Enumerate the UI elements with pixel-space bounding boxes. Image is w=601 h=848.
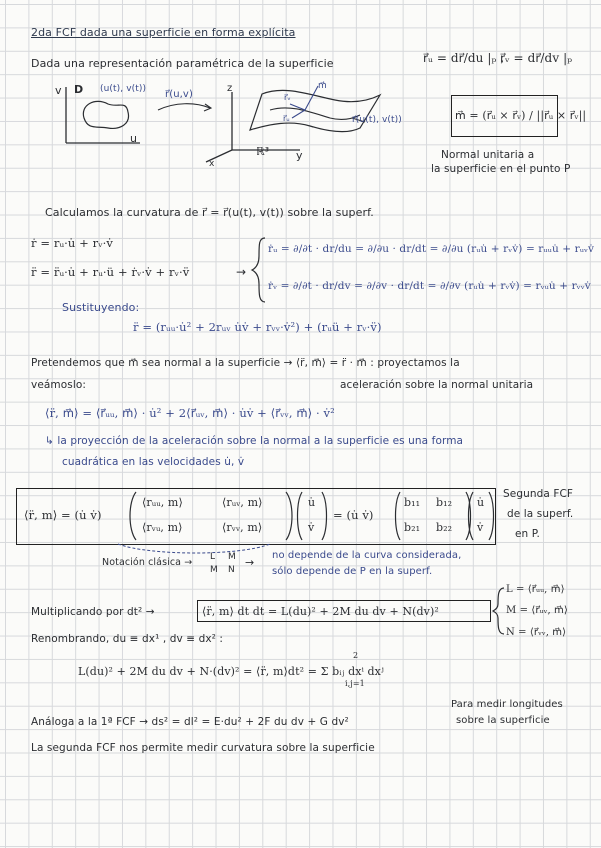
matrix-a21: ⟨rᵥᵤ, m⟩ bbox=[142, 521, 183, 534]
matrix-a22: ⟨rᵥᵥ, m⟩ bbox=[222, 521, 263, 534]
pretend-line-2b: aceleración sobre la normal unitaria bbox=[340, 379, 534, 391]
arrow-symbol: → bbox=[236, 265, 247, 279]
curve-param-label: (u(t), v(t)) bbox=[100, 84, 147, 94]
normal-caption-2: la superficie en el punto P bbox=[431, 163, 571, 175]
classic-m2: M bbox=[210, 565, 218, 575]
page-title: 2da FCF dada una superficie en forma explícita bbox=[31, 26, 296, 39]
pretend-line-2a: veámoslo: bbox=[31, 379, 87, 391]
matrix-a12: ⟨rᵤᵥ, m⟩ bbox=[222, 496, 263, 509]
eq-sum: L(du)² + 2M du dv + N·(dv)² = ⟨r̈, m⟩dt² = Σ bᵢⱼ dxⁱ dxʲ bbox=[78, 665, 384, 678]
multiply-boxed: ⟨r̈, m⟩ dt dt = L(du)² + 2M du dv + N(dv)² bbox=[202, 605, 439, 618]
matrix-vec-4: v̇ bbox=[477, 521, 484, 534]
z-label: z bbox=[227, 83, 233, 94]
ru-vector-label: r⃗ᵤ bbox=[283, 114, 290, 123]
brace-line-1: ṙᵤ = ∂/∂t · dr/du = ∂/∂u · dr/dt = ∂/∂u (rᵤu̇ + rᵥv̇) = rᵤᵤu̇ + rᵤᵥv̇ bbox=[268, 243, 595, 255]
v-label: v bbox=[55, 84, 62, 97]
pretend-line-1: Pretendemos que m⃗ sea normal a la superficie → ⟨r̈, m⃗⟩ = r̈ · m⃗ : proyectamos la bbox=[31, 357, 460, 369]
not-depends-1: no depende de la curva considerada, bbox=[272, 550, 462, 561]
eq-rdot: ṙ = rᵤ·u̇ + rᵥ·v̇ bbox=[31, 236, 113, 250]
measure-note-1: Para medir longitudes bbox=[451, 699, 563, 710]
m-vector-label: m⃗ bbox=[318, 81, 327, 91]
sum-top: 2 bbox=[353, 651, 359, 660]
second-ff-label-2: de la superf. bbox=[507, 508, 574, 520]
matrix-b22: b₂₂ bbox=[436, 521, 453, 534]
classic-m1: M bbox=[228, 552, 236, 562]
second-ff-label-3: en P. bbox=[515, 528, 540, 540]
not-depends-2: sólo depende de P en la superf. bbox=[272, 566, 433, 577]
matrix-mid: = (u̇ v̇) bbox=[333, 508, 374, 522]
normal-caption-1: Normal unitaria a bbox=[441, 149, 535, 161]
substituting-label: Sustituyendo: bbox=[62, 301, 140, 314]
classic-arrow: → bbox=[245, 556, 255, 569]
lmn-m: M = ⟨r⃗ᵤᵥ, m⃗⟩ bbox=[506, 605, 568, 616]
final-line: La segunda FCF nos permite medir curvatura sobre la superficie bbox=[31, 742, 375, 754]
eq-projection: ⟨r̈, m⃗⟩ = ⟨r⃗ᵤᵤ, m⃗⟩ · u̇² + 2⟨r⃗ᵤᵥ, m⃗⟩ · u̇v̇ + ⟨r⃗ᵥᵥ, m⃗⟩ · v̇² bbox=[45, 406, 335, 420]
map-label: r⃗(u,v) bbox=[165, 89, 193, 100]
eq-substituted: r̈ = (rᵤᵤ·u̇² + 2rᵤᵥ u̇v̇ + rᵥᵥ·v̇²) + (rᵤü + rᵥ·v̈) bbox=[133, 320, 382, 334]
renaming-line: Renombrando, du ≡ dx¹ , dv ≡ dx² : bbox=[31, 633, 224, 645]
matrix-b21: b₂₁ bbox=[404, 521, 421, 534]
rv-vector-label: r⃗ᵥ bbox=[284, 93, 291, 102]
brace-line-2: ṙᵥ = ∂/∂t · dr/dv = ∂/∂v · dr/dt = ∂/∂v (rᵤu̇ + rᵥv̇) = rᵥᵤu̇ + rᵥᵥv̇ bbox=[268, 280, 591, 292]
matrix-vec-2: v̇ bbox=[308, 521, 315, 534]
sum-bottom: i,j=1 bbox=[345, 679, 365, 688]
classic-n: N bbox=[228, 565, 235, 575]
r3-label: ℝ³ bbox=[256, 145, 270, 158]
measure-note-2: sobre la superficie bbox=[456, 715, 550, 726]
classic-notation-label: Notación clásica → bbox=[102, 557, 193, 568]
projection-note-1: ↳ la proyección de la aceleración sobre la normal a la superficie es una forma bbox=[45, 435, 464, 447]
curvature-intro: Calculamos la curvatura de r⃗ = r⃗(u(t), v(t)) sobre la superf. bbox=[45, 206, 374, 219]
lmn-n: N = ⟨r⃗ᵥᵥ, m⃗⟩ bbox=[506, 627, 567, 638]
matrix-vec-1: u̇ bbox=[308, 496, 316, 509]
curve-on-surface-label: r⃗(u(t), v(t)) bbox=[352, 115, 402, 125]
matrix-b12: b₁₂ bbox=[436, 496, 453, 509]
lmn-l: L = ⟨r⃗ᵤᵤ, m⃗⟩ bbox=[506, 584, 565, 595]
multiply-label: Multiplicando por dt² → bbox=[31, 606, 155, 618]
projection-note-2: cuadrática en las velocidades u̇, v̇ bbox=[62, 456, 245, 468]
analog-line: Análoga a la 1ª FCF → ds² = dl² = E·du² + 2F du dv + G dv² bbox=[31, 716, 349, 728]
intro-text: Dada una representación paramétrica de la superficie bbox=[31, 57, 334, 70]
normal-definition: m⃗ = (r⃗ᵤ × r⃗ᵥ) / ||r⃗ᵤ × r⃗ᵥ|| bbox=[455, 109, 587, 122]
matrix-a11: ⟨rᵤᵤ, m⟩ bbox=[142, 496, 183, 509]
eq-rddot: r̈ = r̈ᵤ·u̇ + rᵤ·ü + ṙᵥ·v̇ + rᵥ·v̈ bbox=[31, 265, 190, 279]
matrix-vec-3: u̇ bbox=[477, 496, 485, 509]
rv-definition: r⃗ᵥ = dr⃗/dv |ₚ bbox=[500, 51, 573, 65]
matrix-b11: b₁₁ bbox=[404, 496, 421, 509]
classic-l: L bbox=[210, 552, 216, 562]
y-label: y bbox=[296, 149, 303, 162]
x-label: x bbox=[209, 159, 215, 169]
u-label: u bbox=[130, 132, 138, 145]
ru-definition: r⃗ᵤ = dr⃗/du |ₚ , bbox=[423, 51, 505, 65]
d-label: D bbox=[74, 83, 84, 96]
matrix-lhs: ⟨r̈, m⟩ = (u̇ v̇) bbox=[24, 508, 102, 522]
second-ff-label-1: Segunda FCF bbox=[503, 488, 574, 500]
